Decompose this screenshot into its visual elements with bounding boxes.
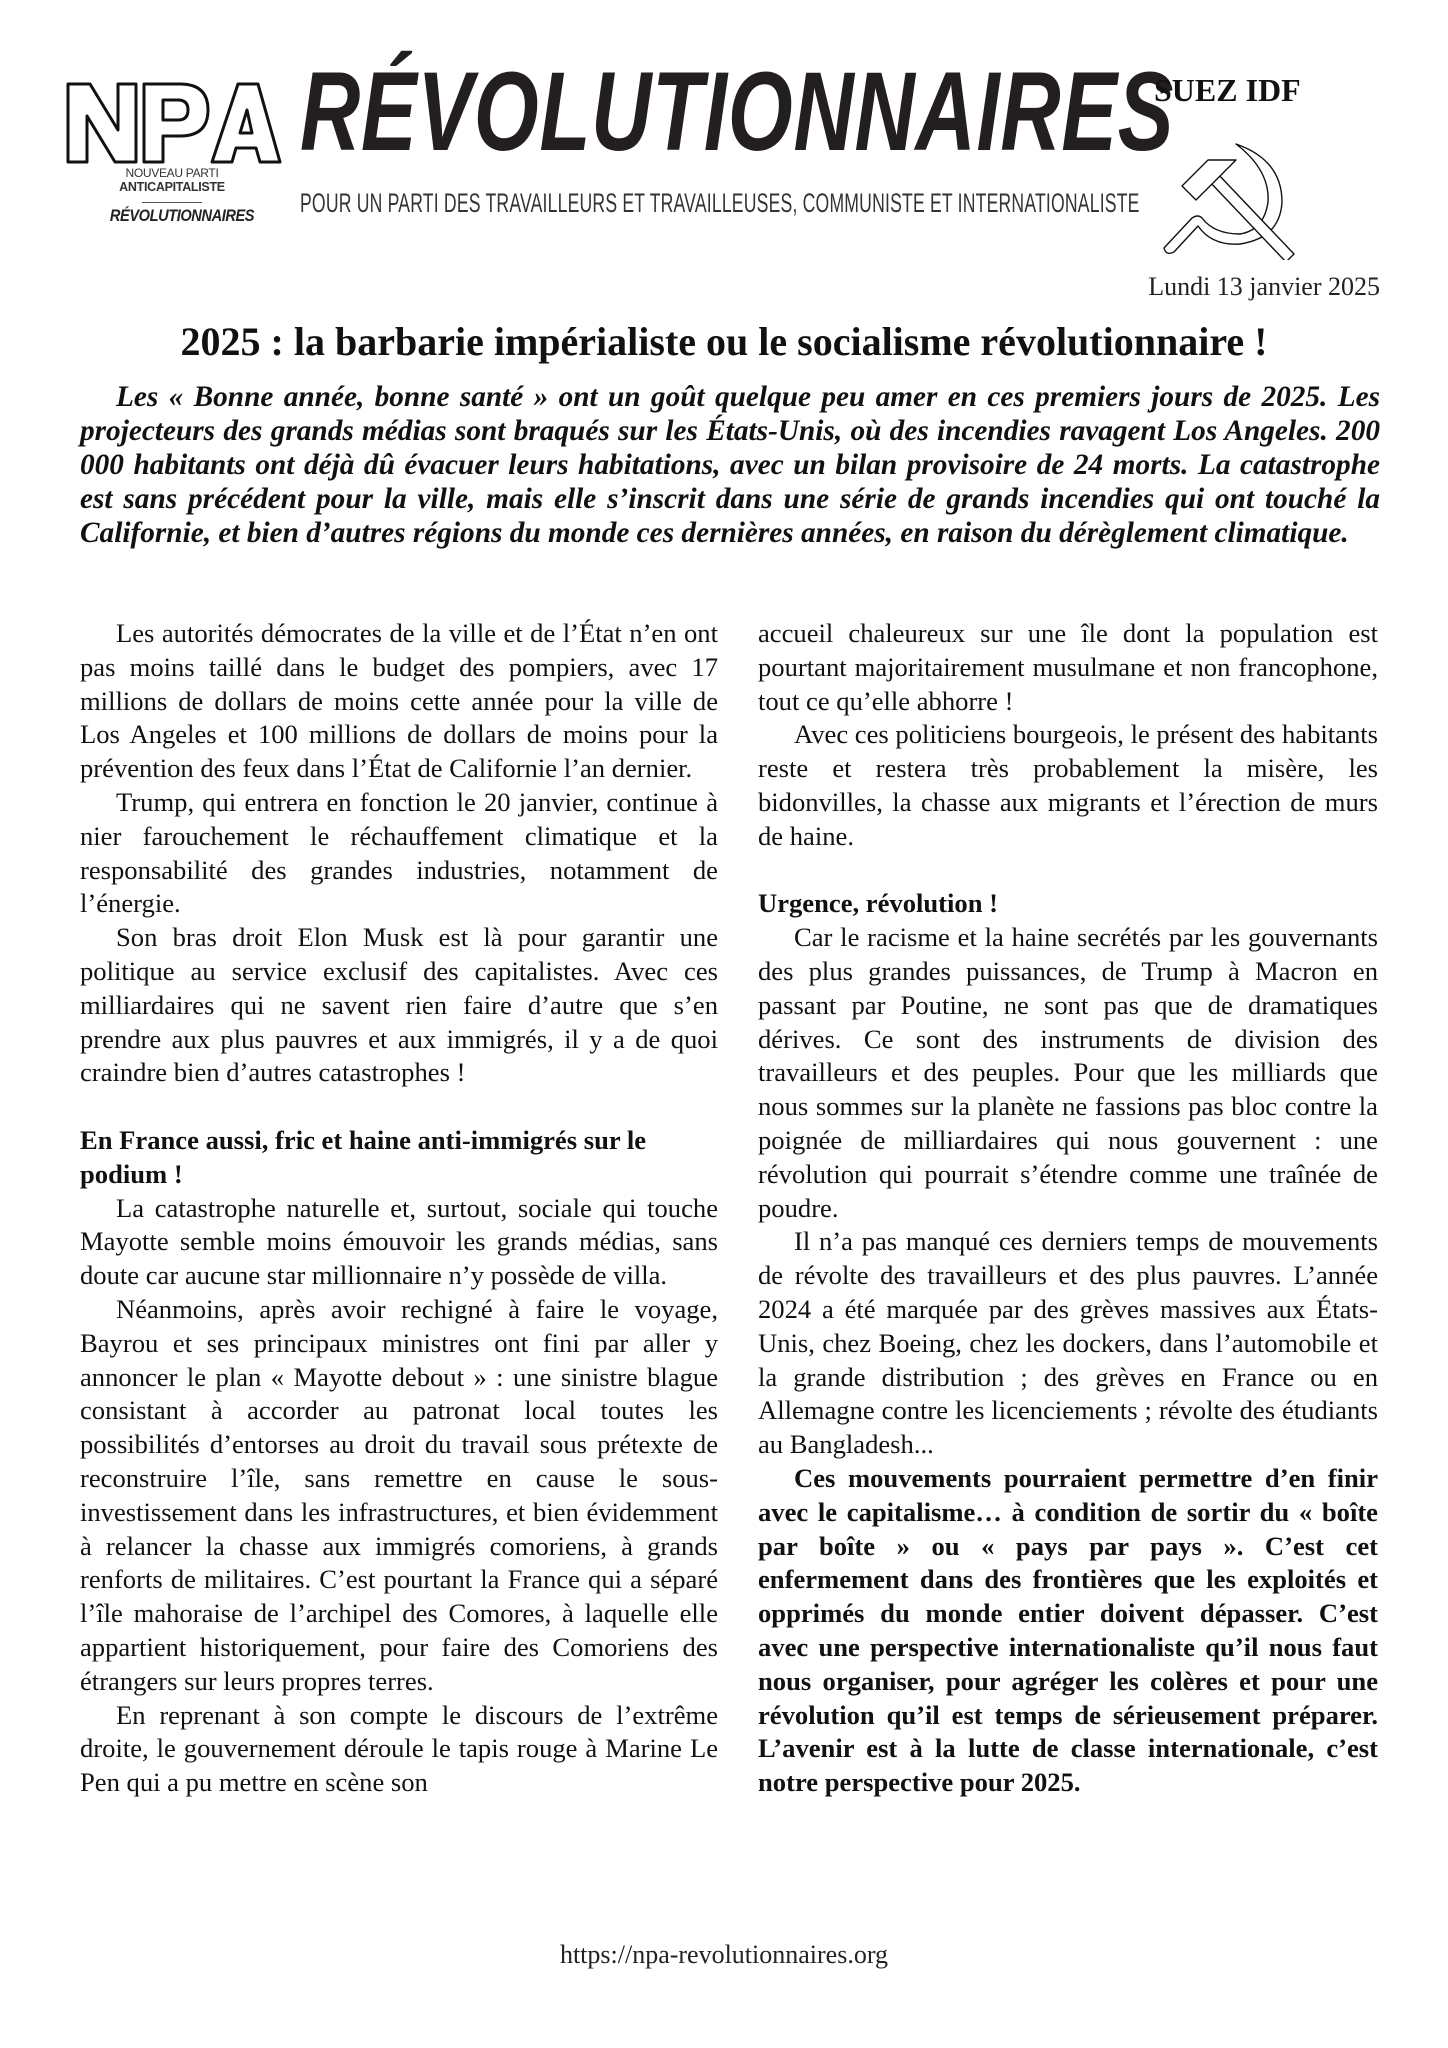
paragraph-continued: accueil chaleureux sur une île dont la population est pourtant majoritairement musulmane et non francophone, tout ce qu’elle abhorre ! xyxy=(758,618,1378,716)
paragraph: Avec ces politiciens bourgeois, le présent des habitants reste et restera très probablement la misère, les bidonvilles, la chasse aux migrants et l’érection de murs de haine. xyxy=(758,719,1378,851)
hammer-and-sickle-icon xyxy=(1160,130,1300,260)
masthead-tagline: POUR UN PARTI DES TRAVAILLEURS ET TRAVAILLEUSES, COMMUNISTE ET INTERNATIONALISTE xyxy=(300,188,1140,218)
right-column xyxy=(758,617,1378,1800)
paragraph: Les autorités démocrates de la ville et de l’État n’en ont pas moins taillé dans le budget des pompiers, avec 17 millions de dollars de moins cette année pour la ville de Los Angeles et 100 millions de dollars de moins pour la prévention des feux dans l’État de Californie l’an dernier. xyxy=(80,618,718,784)
article-title: 2025 : la barbarie impérialiste ou le socialisme révolutionnaire ! xyxy=(180,319,1268,364)
article-lead: Les « Bonne année, bonne santé » ont un goût quelque peu amer en ces premiers jours de 2025. Les projecteurs des grands médias sont braqués sur les États-Unis, où des incendies ravagent Los Angeles. 200 000 habitants ont déjà dû évacuer leurs habitations, avec un bilan provisoire de 24 morts. La catastrophe est sans précédent pour la ville, mais elle s’inscrit dans une série de grands incendies qui ont touché la Californie, et bien d’autres régions du monde ces dernières années, en raison du dérèglement climatique. xyxy=(80,381,1380,549)
npa-letters-logo xyxy=(62,78,282,168)
masthead-title: RÉVOLUTIONNAIRES xyxy=(300,49,1175,174)
logo-divider xyxy=(142,202,202,203)
website-link[interactable]: https://npa-revolutionnaires.org xyxy=(559,1940,889,1969)
logo-line-revolutionnaires: RÉVOLUTIONNAIRES xyxy=(109,206,255,225)
conclusion-paragraph: Ces mouvements pourraient permettre d’en finir avec le capitalisme… à condition de sortir du « boîte par boîte » ou « pays par pays ». C’est cet enfermement dans des frontières que les exploités et opprimés du monde entier doivent dépasser. C’est avec une perspective internationaliste qu’il nous faut nous organiser, pour agréger les colères et pour une révolution qu’il est temps de sérieusement préparer. L’avenir est à la lutte de classe internationale, c’est notre perspective pour 2025. xyxy=(758,1462,1378,1798)
paragraph: Il n’a pas manqué ces derniers temps de mouvements de révolte des travailleurs et des plus pauvres. L’année 2024 a été marquée par des grèves massives aux États-Unis, chez Boeing, chez les dockers, dans l’automobile et la grande distribution ; des grèves en France ou en Allemagne contre les licenciements ; révolte des étudiants au Bangladesh... xyxy=(758,1226,1378,1460)
paragraph: Trump, qui entrera en fonction le 20 janvier, continue à nier farouchement le réchauffement climatique et la responsabilité des grandes industries, notamment de l’énergie. xyxy=(80,786,718,919)
publication-date: Lundi 13 janvier 2025 xyxy=(1148,272,1380,301)
left-column xyxy=(80,617,718,1800)
logo-line-anticapitaliste: ANTICAPITALISTE xyxy=(119,180,225,194)
npa-logo xyxy=(62,78,282,228)
section-heading-france: En France aussi, fric et haine anti-immigrés sur le podium ! xyxy=(80,1124,647,1189)
paragraph: La catastrophe naturelle et, surtout, sociale qui touche Mayotte semble moins émouvoir les grands médias, sans doute car aucune star millionnaire n’y possède de villa. xyxy=(80,1192,718,1291)
logo-line-nouveau-parti: NOUVEAU PARTI xyxy=(125,166,219,180)
paragraph: En reprenant à son compte le discours de l’extrême droite, le gouvernement déroule le tapis rouge à Marine Le Pen qui a pu mettre en scène son xyxy=(80,1699,718,1798)
paragraph: Son bras droit Elon Musk est là pour garantir une politique au service exclusif des capitalistes. Avec ces milliardaires qui ne savent rien faire d’autre que s’en prendre aux plus pauvres et aux immigrés, il y a de quoi craindre bien d’autres catastrophes ! xyxy=(80,922,718,1088)
paragraph: Néanmoins, après avoir rechigné à faire le voyage, Bayrou et ses principaux ministres ont fini par aller y annoncer le plan « Mayotte debout » : une sinistre blague consistant à accorder au patronat local toutes les possibilités d’entorses au droit du travail sous prétexte de reconstruire l’île, sans remettre en cause le sous-investissement dans les infrastructures, et bien évidemment à relancer la chasse aux immigrés comoriens, à grands renforts de militaires. C’est pourtant la France qui a séparé l’île mahoraise de l’archipel des Comores, à laquelle elle appartient historiquement, pour faire des Comoriens des étrangers sur leurs propres terres. xyxy=(80,1293,718,1696)
paragraph: Car le racisme et la haine secrétés par les gouvernants des plus grandes puissances, de Trump à Macron en passant par Poutine, ne sont pas que de dramatiques dérives. Ce sont des instruments de division des travailleurs et des peuples. Pour que les milliards que nous sommes sur la planète ne fassions pas bloc contre la poignée de milliardaires qui nous gouvernent : une révolution qui pourrait s’étendre comme une traînée de poudre. xyxy=(758,922,1378,1223)
section-heading-urgence: Urgence, révolution ! xyxy=(758,888,999,919)
section-name: SUEZ IDF xyxy=(1154,72,1301,108)
